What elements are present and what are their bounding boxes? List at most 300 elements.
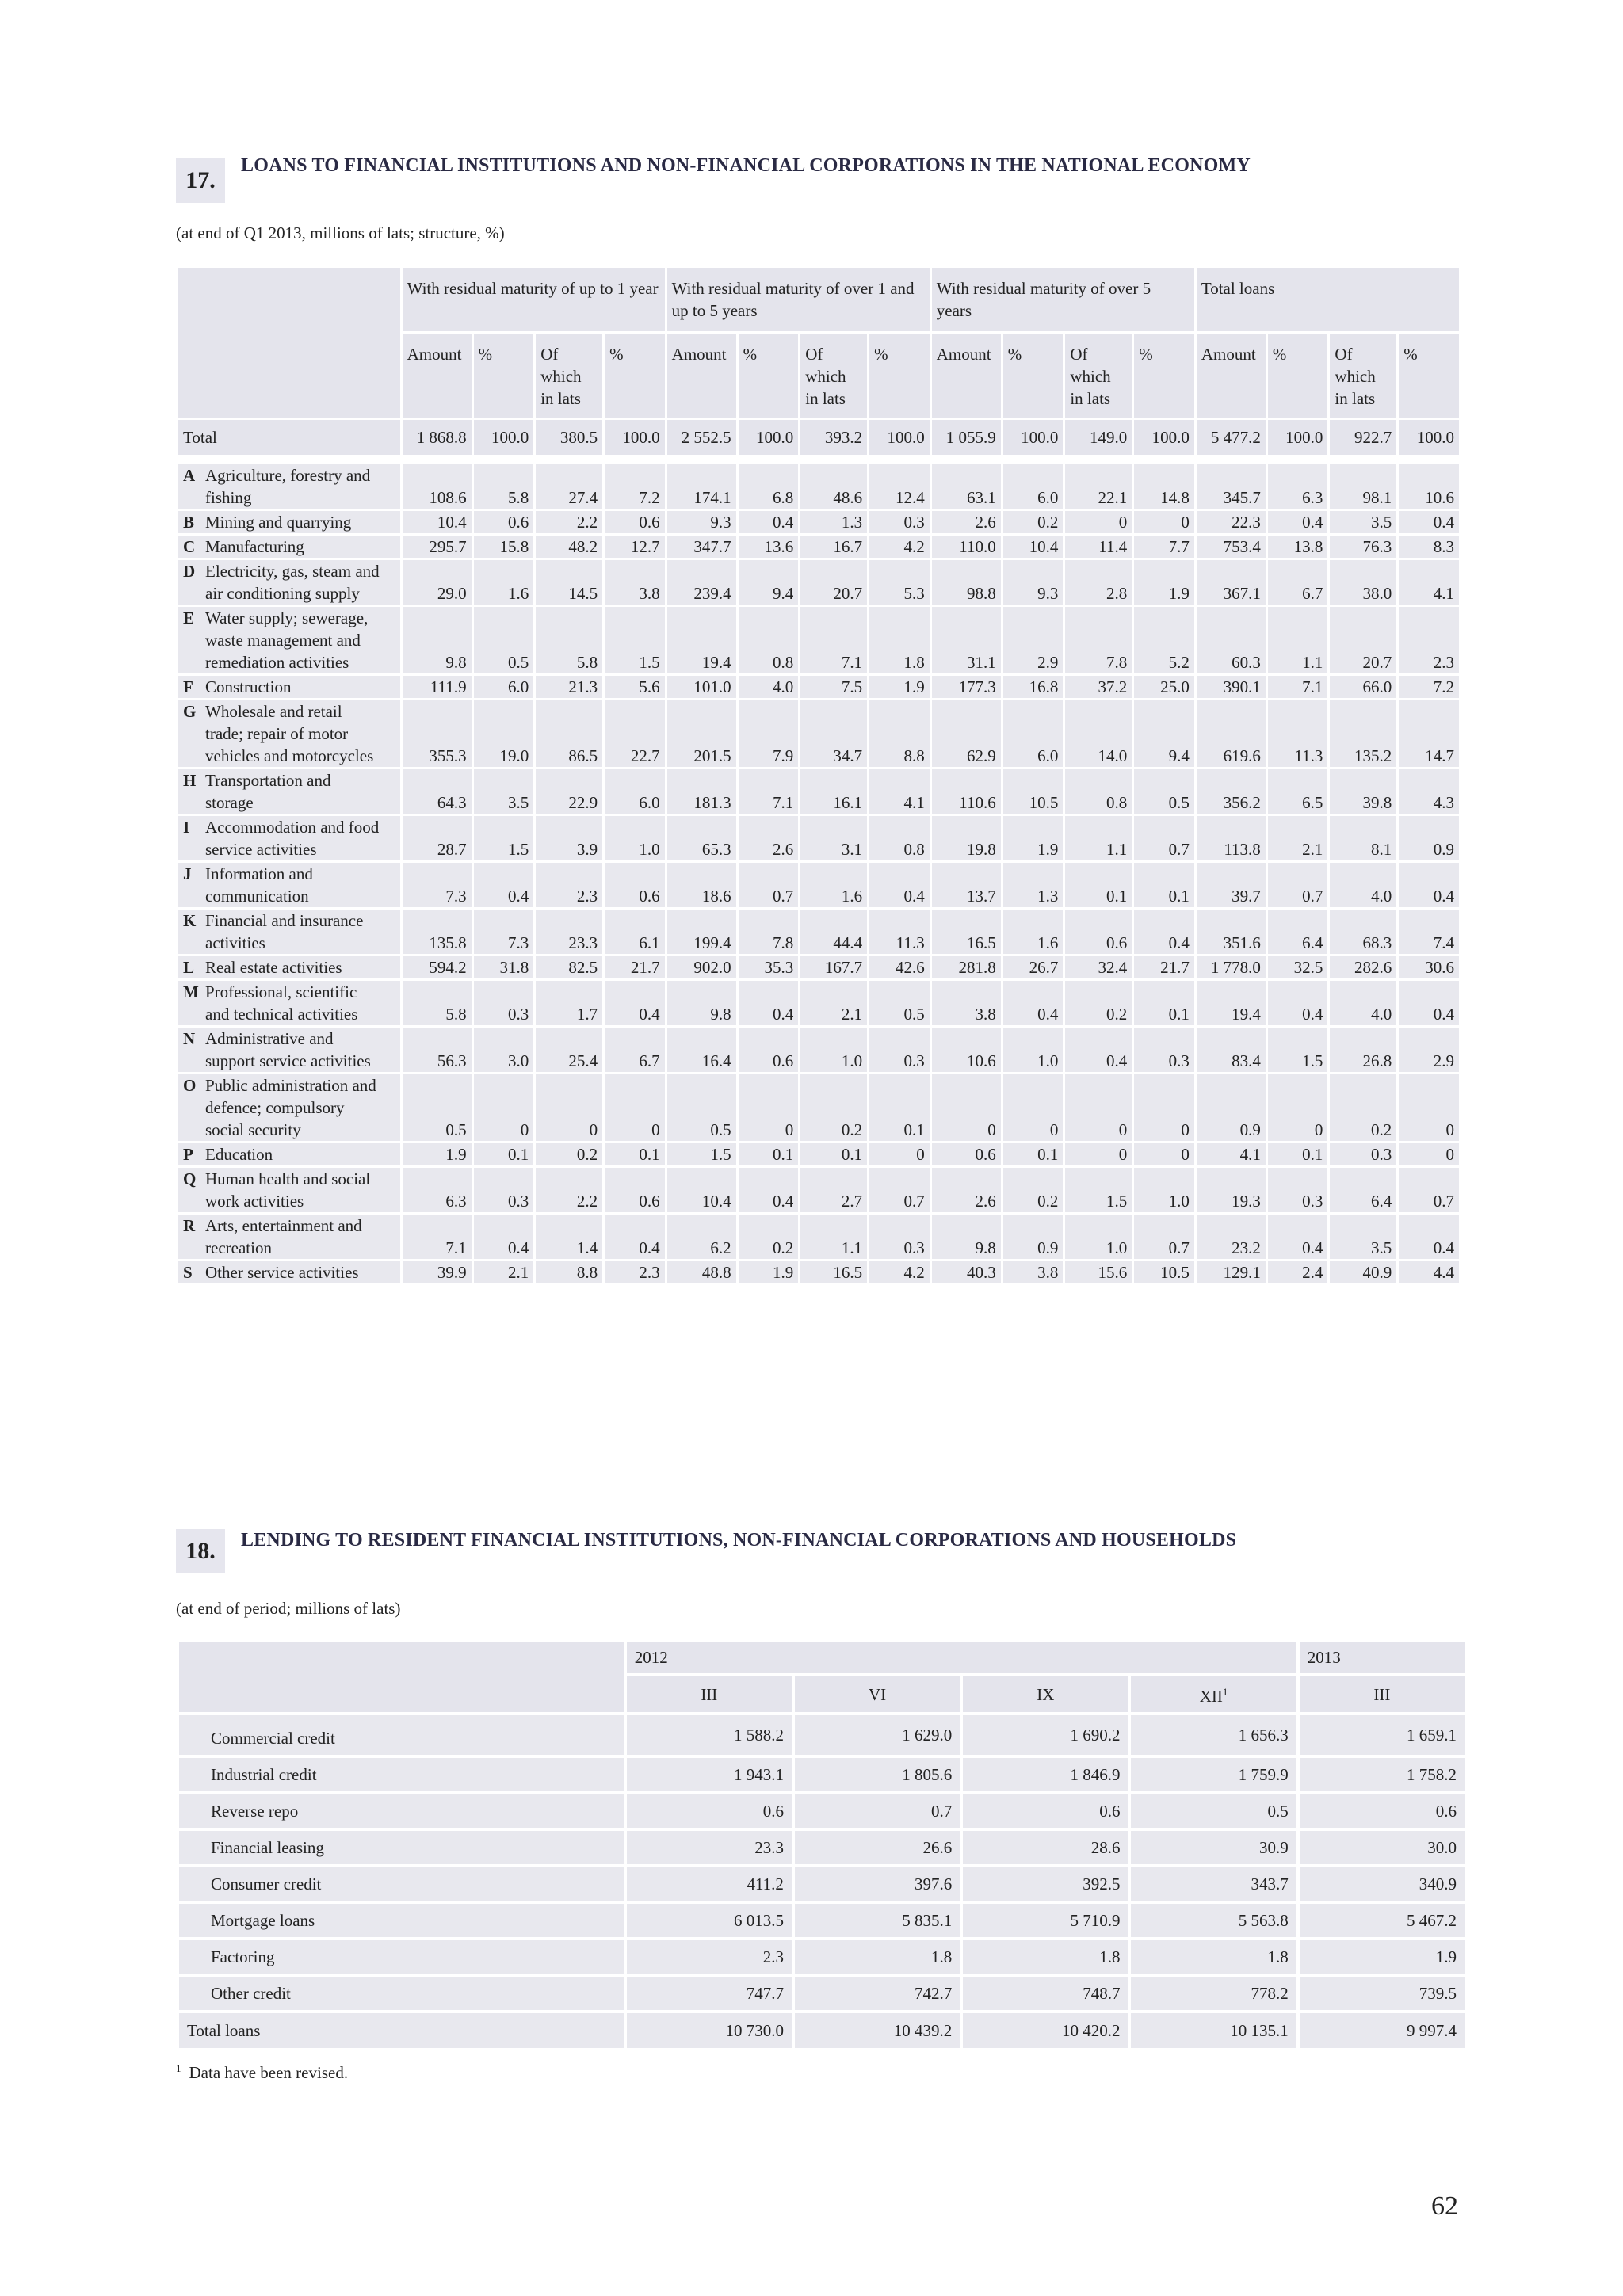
table-cell: 10.4 — [667, 1168, 736, 1212]
table-cell: 2 552.5 — [667, 420, 736, 455]
table-17 — [176, 265, 1461, 1286]
table-cell: 21.7 — [1134, 956, 1194, 978]
table-cell: 1.0 — [1065, 1215, 1132, 1259]
row-code: B — [183, 513, 195, 532]
table-17-stub-header — [178, 268, 400, 418]
table-cell: 0.2 — [536, 1143, 602, 1165]
table-cell: 0.4 — [474, 863, 534, 907]
table-cell: 343.7 — [1131, 1867, 1296, 1901]
table-cell: 0.8 — [1065, 769, 1132, 814]
table-row — [178, 536, 1459, 558]
table-cell: 1.1 — [800, 1215, 867, 1259]
section-17-subtitle: (at end of Q1 2013, millions of lats; structure, %) — [176, 223, 505, 242]
table-cell: 10 730.0 — [627, 2013, 792, 2048]
table-cell: 10.4 — [403, 511, 472, 533]
table-cell: 7.2 — [605, 464, 665, 509]
table-cell: 3.0 — [474, 1028, 534, 1072]
table-cell: 1.0 — [605, 816, 665, 860]
table-cell: 0.5 — [667, 1074, 736, 1141]
table-cell: 26.8 — [1330, 1028, 1396, 1072]
table-cell: 1 055.9 — [932, 420, 1001, 455]
table-cell: 4.3 — [1399, 769, 1459, 814]
table-cell: 0 — [869, 1143, 930, 1165]
table-cell: 2.6 — [932, 511, 1001, 533]
table-cell: 10 439.2 — [795, 2013, 960, 2048]
table-cell: 100.0 — [869, 420, 930, 455]
table-cell: 76.3 — [1330, 536, 1396, 558]
table-cell: 1 659.1 — [1300, 1715, 1465, 1755]
row-label — [178, 910, 400, 954]
table-cell: 3.5 — [1330, 511, 1396, 533]
table-cell: 0.1 — [474, 1143, 534, 1165]
table-cell: 14.5 — [536, 560, 602, 605]
table-cell: 15.8 — [474, 536, 534, 558]
table-cell: 0.6 — [739, 1028, 799, 1072]
table-row — [178, 511, 1459, 533]
column-header: Of which in lats — [1330, 334, 1396, 418]
row-code: S — [183, 1263, 193, 1282]
table-18-stub-header — [179, 1642, 624, 1712]
table-cell: 39.9 — [403, 1261, 472, 1283]
table-cell: 2.1 — [474, 1261, 534, 1283]
column-header: % — [739, 334, 799, 418]
table-cell: 6.1 — [605, 910, 665, 954]
column-header: Of which in lats — [536, 334, 602, 418]
row-label — [178, 536, 400, 558]
row-label: Total loans — [179, 2013, 624, 2048]
row-code: N — [183, 1029, 196, 1048]
table-cell: 1 805.6 — [795, 1758, 960, 1791]
table-cell: 31.8 — [474, 956, 534, 978]
table-cell: 6.0 — [1003, 464, 1064, 509]
table-cell: 0 — [1399, 1143, 1459, 1165]
table-cell: 16.5 — [800, 1261, 867, 1283]
row-code: G — [183, 702, 197, 721]
table-cell: 11.4 — [1065, 536, 1132, 558]
table-cell: 0 — [605, 1074, 665, 1141]
table-cell: 1.9 — [1300, 1940, 1465, 1974]
table-cell: 0.6 — [605, 511, 665, 533]
table-cell: 9.8 — [403, 607, 472, 673]
table-cell: 23.3 — [627, 1831, 792, 1864]
column-header: Amount — [667, 334, 736, 418]
table-cell: 16.5 — [932, 910, 1001, 954]
table-cell: 0.5 — [1131, 1794, 1296, 1828]
table-cell: 2.4 — [1268, 1261, 1328, 1283]
table-cell: 19.3 — [1197, 1168, 1266, 1212]
table-cell: 32.4 — [1065, 956, 1132, 978]
table-row — [179, 1715, 1465, 1755]
table-cell: 0.5 — [869, 981, 930, 1025]
table-cell: 0.1 — [1134, 981, 1194, 1025]
table-cell: 0.4 — [474, 1215, 534, 1259]
table-cell: 1 759.9 — [1131, 1758, 1296, 1791]
table-cell: 10 420.2 — [963, 2013, 1128, 2048]
table-cell: 0.7 — [1134, 1215, 1194, 1259]
table-row — [179, 1831, 1465, 1864]
table-cell: 1 868.8 — [403, 420, 472, 455]
table-cell: 355.3 — [403, 700, 472, 767]
table-cell: 1.4 — [536, 1215, 602, 1259]
table-cell: 1 846.9 — [963, 1758, 1128, 1791]
table-cell: 1.0 — [1134, 1168, 1194, 1212]
row-label-text: Manufacturing — [205, 537, 304, 556]
table-cell: 6.3 — [403, 1168, 472, 1212]
table-cell: 9.8 — [667, 981, 736, 1025]
table-cell: 7.8 — [1065, 607, 1132, 673]
row-label-text: Accommodation and food service activities — [205, 818, 380, 859]
table-cell: 32.5 — [1268, 956, 1328, 978]
table-cell: 98.8 — [932, 560, 1001, 605]
table-cell: 0.7 — [739, 863, 799, 907]
table-cell: 1.0 — [1003, 1028, 1064, 1072]
table-cell: 345.7 — [1197, 464, 1266, 509]
table-cell: 1.9 — [1134, 560, 1194, 605]
table-cell: 1 943.1 — [627, 1758, 792, 1791]
table-cell: 0.4 — [605, 1215, 665, 1259]
table-cell: 44.4 — [800, 910, 867, 954]
table-cell: 3.1 — [800, 816, 867, 860]
table-18 — [176, 1638, 1468, 2051]
table-cell: 6.0 — [605, 769, 665, 814]
table-cell: 19.4 — [667, 607, 736, 673]
table-cell: 22.9 — [536, 769, 602, 814]
table-cell: 9.4 — [739, 560, 799, 605]
table-cell: 0 — [1134, 1143, 1194, 1165]
table-cell: 0.7 — [1134, 816, 1194, 860]
row-label-text: Other service activities — [205, 1263, 359, 1282]
table-cell: 0.3 — [1268, 1168, 1328, 1212]
table-cell: 62.9 — [932, 700, 1001, 767]
table-cell: 174.1 — [667, 464, 736, 509]
table-cell: 9 997.4 — [1300, 2013, 1465, 2048]
row-label-text: Administrative and support service activities — [205, 1029, 371, 1070]
table-cell: 1.5 — [1065, 1168, 1132, 1212]
table-cell: 753.4 — [1197, 536, 1266, 558]
table-row — [178, 1215, 1459, 1259]
table-cell: 68.3 — [1330, 910, 1396, 954]
table-cell: 0.5 — [474, 607, 534, 673]
row-label: Mortgage loans — [179, 1904, 624, 1937]
row-label: Reverse repo — [179, 1794, 624, 1828]
row-code: M — [183, 982, 199, 1001]
table-cell: 0.2 — [1003, 1168, 1064, 1212]
table-cell: 1.6 — [800, 863, 867, 907]
table-cell: 66.0 — [1330, 676, 1396, 698]
row-label — [178, 607, 400, 673]
table-cell: 0.9 — [1197, 1074, 1266, 1141]
row-code: J — [183, 864, 192, 883]
table-cell: 2.2 — [536, 511, 602, 533]
table-row — [179, 1794, 1465, 1828]
table-cell: 5.2 — [1134, 607, 1194, 673]
table-cell: 201.5 — [667, 700, 736, 767]
row-label — [178, 1074, 400, 1141]
table-cell: 742.7 — [795, 1977, 960, 2010]
table-cell: 13.6 — [739, 536, 799, 558]
table-cell: 1 629.0 — [795, 1715, 960, 1755]
row-label-text: Wholesale and retail trade; repair of motor vehicles and motorcycles — [205, 702, 374, 765]
row-label-text: Construction — [205, 677, 292, 696]
table-cell: 86.5 — [536, 700, 602, 767]
table-cell: 0.6 — [627, 1794, 792, 1828]
row-label — [178, 1215, 400, 1259]
row-code: H — [183, 771, 197, 790]
table-cell: 4.0 — [1330, 863, 1396, 907]
table-cell: 1.7 — [536, 981, 602, 1025]
table-cell: 411.2 — [627, 1867, 792, 1901]
table-cell: 13.8 — [1268, 536, 1328, 558]
table-row — [179, 1977, 1465, 2010]
table-cell: 10.6 — [1399, 464, 1459, 509]
table-cell: 1.9 — [403, 1143, 472, 1165]
table-cell: 129.1 — [1197, 1261, 1266, 1283]
table-cell: 110.6 — [932, 769, 1001, 814]
table-row-total — [179, 2013, 1465, 2048]
footnote-ref: 1 — [1222, 1686, 1228, 1698]
table-cell: 19.8 — [932, 816, 1001, 860]
row-label — [178, 816, 400, 860]
table-cell: 0.6 — [605, 863, 665, 907]
table-cell: 8.1 — [1330, 816, 1396, 860]
table-cell: 1.5 — [474, 816, 534, 860]
table-cell: 0.1 — [800, 1143, 867, 1165]
table-cell: 5.8 — [474, 464, 534, 509]
table-cell: 8.8 — [536, 1261, 602, 1283]
table-cell: 0.3 — [474, 981, 534, 1025]
table-cell: 48.2 — [536, 536, 602, 558]
table-cell: 37.2 — [1065, 676, 1132, 698]
table-cell: 7.2 — [1399, 676, 1459, 698]
row-label — [178, 700, 400, 767]
column-header: % — [1399, 334, 1459, 418]
year-header: 2013 — [1300, 1642, 1465, 1673]
row-label-text: Electricity, gas, steam and air conditioning supply — [205, 562, 380, 603]
table-cell: 1.8 — [963, 1940, 1128, 1974]
table-cell: 2.3 — [1399, 607, 1459, 673]
table-cell: 19.4 — [1197, 981, 1266, 1025]
table-row-total — [178, 420, 1459, 455]
table-cell: 8.3 — [1399, 536, 1459, 558]
table-cell: 16.4 — [667, 1028, 736, 1072]
row-label — [178, 981, 400, 1025]
row-label: Commercial credit — [179, 1715, 624, 1755]
row-label — [178, 511, 400, 533]
table-cell: 4.4 — [1399, 1261, 1459, 1283]
table-cell: 22.1 — [1065, 464, 1132, 509]
table-cell: 282.6 — [1330, 956, 1396, 978]
table-cell: 5.8 — [536, 607, 602, 673]
table-cell: 100.0 — [1268, 420, 1328, 455]
table-cell: 7.9 — [739, 700, 799, 767]
table-cell: 0.5 — [403, 1074, 472, 1141]
table-cell: 0.4 — [1399, 981, 1459, 1025]
table-cell: 14.7 — [1399, 700, 1459, 767]
table-cell: 28.6 — [963, 1831, 1128, 1864]
table-cell: 2.2 — [536, 1168, 602, 1212]
table-cell: 7.1 — [1268, 676, 1328, 698]
table-cell: 281.8 — [932, 956, 1001, 978]
table-cell: 82.5 — [536, 956, 602, 978]
table-cell: 7.3 — [474, 910, 534, 954]
table-cell: 40.9 — [1330, 1261, 1396, 1283]
row-label-text: Transportation and storage — [205, 771, 331, 812]
table-cell: 0.3 — [1330, 1143, 1396, 1165]
row-label: Financial leasing — [179, 1831, 624, 1864]
table-cell: 23.2 — [1197, 1215, 1266, 1259]
table-cell: 1 778.0 — [1197, 956, 1266, 978]
table-cell: 14.0 — [1065, 700, 1132, 767]
table-cell: 42.6 — [869, 956, 930, 978]
table-cell: 25.0 — [1134, 676, 1194, 698]
table-cell: 5 477.2 — [1197, 420, 1266, 455]
table-cell: 13.7 — [932, 863, 1001, 907]
table-cell: 0.2 — [739, 1215, 799, 1259]
table-cell: 0.4 — [739, 1168, 799, 1212]
table-cell: 113.8 — [1197, 816, 1266, 860]
table-cell: 6.8 — [739, 464, 799, 509]
table-cell: 111.9 — [403, 676, 472, 698]
table-cell: 0.9 — [1003, 1215, 1064, 1259]
table-cell: 25.4 — [536, 1028, 602, 1072]
column-header: Amount — [403, 334, 472, 418]
column-header: % — [1268, 334, 1328, 418]
table-cell: 1.8 — [869, 607, 930, 673]
row-code: I — [183, 818, 190, 837]
footnote-mark: 1 — [176, 2062, 181, 2074]
table-cell: 356.2 — [1197, 769, 1266, 814]
table-cell: 18.6 — [667, 863, 736, 907]
table-cell: 2.3 — [605, 1261, 665, 1283]
table-cell: 0.1 — [1065, 863, 1132, 907]
table-cell: 4.1 — [869, 769, 930, 814]
row-code: L — [183, 958, 195, 977]
table-cell: 3.5 — [474, 769, 534, 814]
table-cell: 26.7 — [1003, 956, 1064, 978]
row-label: Factoring — [179, 1940, 624, 1974]
table-cell: 0 — [739, 1074, 799, 1141]
row-label-text: Agriculture, forestry and fishing — [205, 466, 371, 507]
table-cell: 100.0 — [605, 420, 665, 455]
table-cell: 1.5 — [605, 607, 665, 673]
table-cell: 2.9 — [1399, 1028, 1459, 1072]
column-header: Of which in lats — [1065, 334, 1132, 418]
month-header: IX — [963, 1676, 1128, 1712]
table-cell: 0.2 — [1065, 981, 1132, 1025]
row-code: R — [183, 1216, 196, 1235]
table-cell: 5 835.1 — [795, 1904, 960, 1937]
table-cell: 167.7 — [800, 956, 867, 978]
table-cell: 135.8 — [403, 910, 472, 954]
table-cell: 0.9 — [1399, 816, 1459, 860]
table-cell: 392.5 — [963, 1867, 1128, 1901]
table-cell: 6.0 — [1003, 700, 1064, 767]
table-row — [179, 1758, 1465, 1791]
table-cell: 0.6 — [1300, 1794, 1465, 1828]
table-cell: 2.3 — [627, 1940, 792, 1974]
table-cell: 0.4 — [1399, 511, 1459, 533]
table-cell: 0.1 — [1268, 1143, 1328, 1165]
table-cell: 0.5 — [1134, 769, 1194, 814]
table-cell: 27.4 — [536, 464, 602, 509]
table-cell: 63.1 — [932, 464, 1001, 509]
table-cell: 347.7 — [667, 536, 736, 558]
row-label-text: Human health and social work activities — [205, 1169, 371, 1211]
row-label-text: Real estate activities — [205, 958, 342, 977]
table-cell: 7.1 — [403, 1215, 472, 1259]
table-cell: 7.8 — [739, 910, 799, 954]
table-cell: 14.8 — [1134, 464, 1194, 509]
table-cell: 1.8 — [1131, 1940, 1296, 1974]
table-cell: 7.5 — [800, 676, 867, 698]
year-header: 2012 — [627, 1642, 1296, 1673]
table-cell: 30.6 — [1399, 956, 1459, 978]
table-cell: 0.1 — [1003, 1143, 1064, 1165]
table-cell: 39.8 — [1330, 769, 1396, 814]
table-cell: 2.6 — [739, 816, 799, 860]
table-cell: 0.1 — [739, 1143, 799, 1165]
table-row — [178, 981, 1459, 1025]
table-cell: 16.8 — [1003, 676, 1064, 698]
table-cell: 6.7 — [1268, 560, 1328, 605]
table-cell: 3.8 — [605, 560, 665, 605]
table-cell: 9.8 — [932, 1215, 1001, 1259]
group-header: With residual maturity of over 1 and up to 5 years — [667, 268, 930, 331]
table-cell: 29.0 — [403, 560, 472, 605]
table-row — [178, 607, 1459, 673]
table-cell: 0.3 — [474, 1168, 534, 1212]
table-cell: 0 — [932, 1074, 1001, 1141]
table-cell: 367.1 — [1197, 560, 1266, 605]
table-cell: 1.9 — [869, 676, 930, 698]
table-cell: 22.7 — [605, 700, 665, 767]
group-header: With residual maturity of up to 1 year — [403, 268, 665, 331]
table-cell: 83.4 — [1197, 1028, 1266, 1072]
table-cell: 149.0 — [1065, 420, 1132, 455]
table-cell: 295.7 — [403, 536, 472, 558]
table-cell: 6.4 — [1268, 910, 1328, 954]
table-cell: 0 — [1399, 1074, 1459, 1141]
row-label — [178, 863, 400, 907]
table-cell: 2.1 — [1268, 816, 1328, 860]
row-label — [178, 1028, 400, 1072]
table-cell: 56.3 — [403, 1028, 472, 1072]
table-cell: 23.3 — [536, 910, 602, 954]
row-code: K — [183, 911, 197, 930]
row-code: D — [183, 562, 196, 581]
table-cell: 0.3 — [869, 1215, 930, 1259]
table-cell: 30.9 — [1131, 1831, 1296, 1864]
table-cell: 0 — [1134, 1074, 1194, 1141]
table-cell: 5.8 — [403, 981, 472, 1025]
table-cell: 7.1 — [800, 607, 867, 673]
table-cell: 0.6 — [932, 1143, 1001, 1165]
table-cell: 0.7 — [1268, 863, 1328, 907]
footnote-text: Data have been revised. — [189, 2063, 349, 2082]
table-cell: 181.3 — [667, 769, 736, 814]
table-cell: 6.2 — [667, 1215, 736, 1259]
table-cell: 619.6 — [1197, 700, 1266, 767]
table-cell: 0.3 — [869, 511, 930, 533]
table-cell: 0 — [474, 1074, 534, 1141]
table-cell: 12.7 — [605, 536, 665, 558]
table-cell: 393.2 — [800, 420, 867, 455]
table-cell: 0 — [536, 1074, 602, 1141]
table-cell: 1.1 — [1065, 816, 1132, 860]
table-cell: 28.7 — [403, 816, 472, 860]
table-cell: 390.1 — [1197, 676, 1266, 698]
table-cell: 64.3 — [403, 769, 472, 814]
